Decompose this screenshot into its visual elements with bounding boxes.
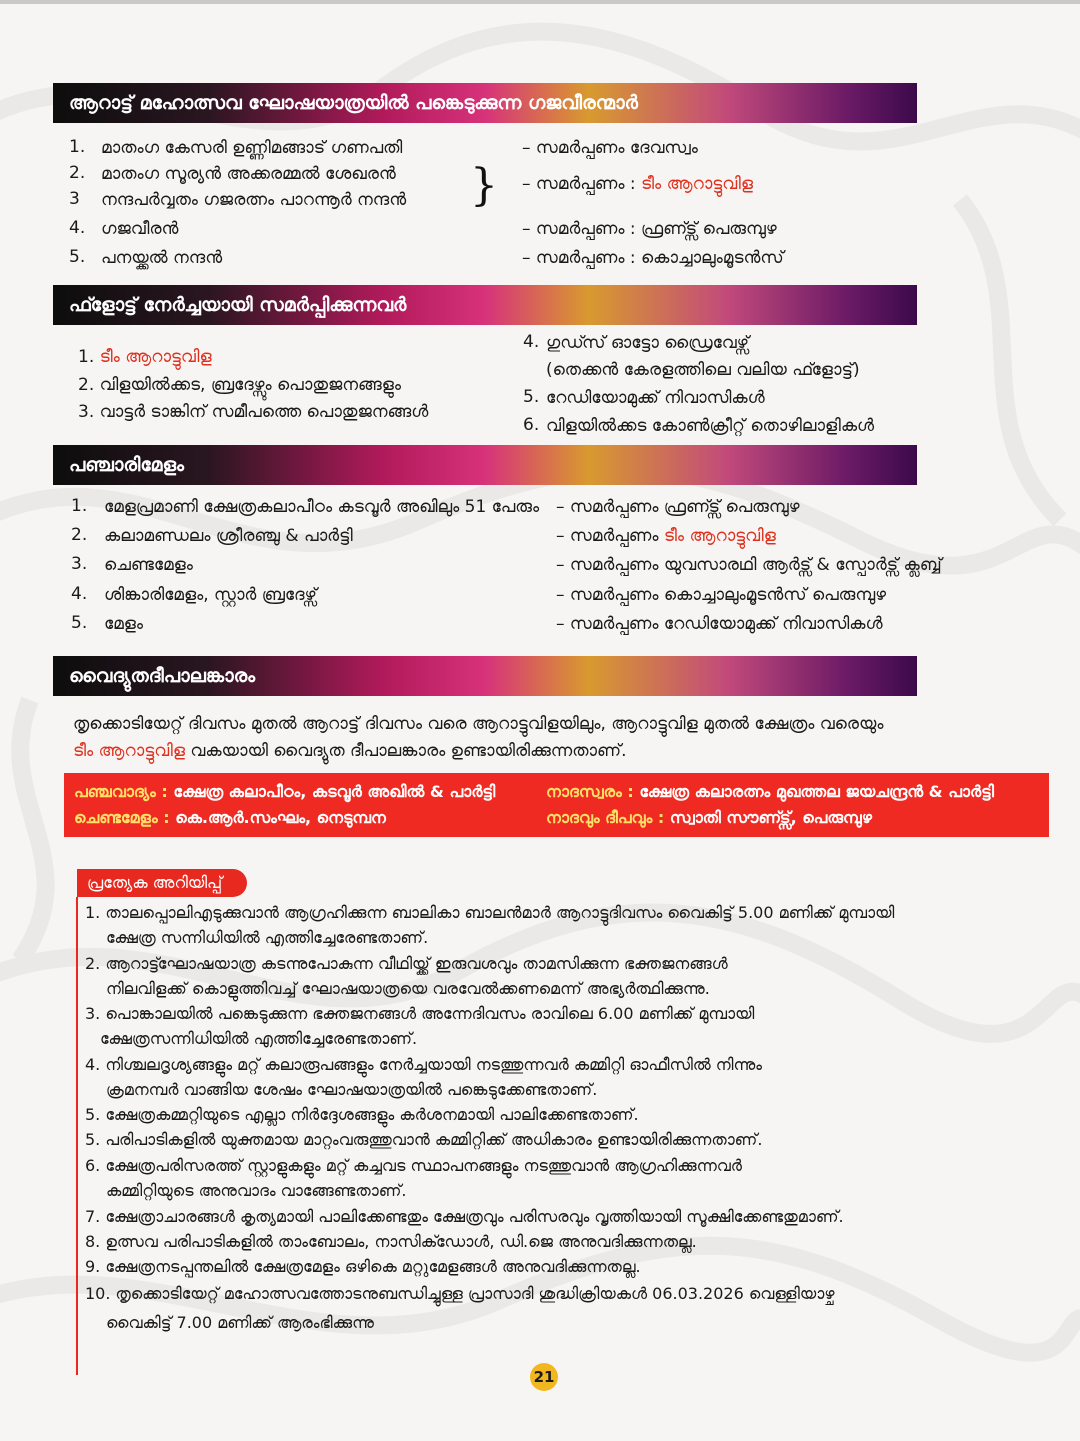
section-floats-banner bbox=[53, 285, 917, 325]
list-item: മാതംഗ കേസരി ഉണ്ണിമങ്ങാട് ഗണപതി bbox=[101, 138, 403, 158]
sponsor-line: – സമർപ്പണം റേഡിയോമുക്ക് നിവാസികൾ bbox=[556, 614, 883, 634]
list-number: 2. bbox=[69, 163, 86, 183]
lighting-text: വകയായി വൈദ്യുത ദീപാലങ്കാരം ഉണ്ടായിരിക്കുന്നതാണ്. bbox=[185, 741, 627, 761]
list-item: ശിങ്കാരിമേളം, സ്റ്റാർ ബ്രദേഴ്സ് bbox=[104, 585, 317, 605]
list-item bbox=[78, 374, 401, 396]
list-number: 1. bbox=[69, 137, 86, 157]
list-item: വിളയിൽക്കട കോൺക്രീറ്റ് തൊഴിലാളികൾ bbox=[546, 416, 875, 436]
sponsor-line bbox=[522, 247, 784, 269]
section-elephants-title: ആറാട്ട് മഹോത്സവ ഘോഷയാത്രയിൽ പങ്കെടുക്കുന്ന ഗജവീരന്മാർ bbox=[69, 92, 638, 114]
list-item: നന്ദപർവ്വതം ഗജരത്നം പാറന്നൂർ നന്ദൻ bbox=[101, 190, 407, 210]
notice-line: നിലവിളക്ക് കൊളുത്തിവച്ച് ഘോഷയാത്രയെ വരവേൽക്കണമെന്ന് അഭ്യർത്ഥിക്കുന്നു. bbox=[106, 979, 710, 998]
sponsor-line bbox=[522, 218, 777, 240]
sponsor-line bbox=[522, 173, 753, 195]
notice-line: വൈകിട്ട് 7.00 മണിക്ക് ആരംഭിക്കുന്നു bbox=[106, 1313, 374, 1332]
sponsor-line bbox=[522, 137, 698, 159]
music-key: നാദസ്വരം : bbox=[546, 782, 640, 801]
list-item: പനയ്ക്കൽ നന്ദൻ bbox=[101, 248, 223, 268]
notice-line: കമ്മിറ്റിയുടെ അനുവാദം വാങ്ങേണ്ടതാണ്. bbox=[106, 1181, 407, 1200]
music-value: ക്ഷേത്ര കലാരത്നം മുഖത്തല ജയചന്ദ്രൻ & പാർട്ടി bbox=[639, 782, 995, 801]
sponsor-line: – സമർപ്പണം യുവസാരഥി ആർട്സ് & സ്പോർട്സ് ക്ലബ്ബ് bbox=[556, 555, 942, 575]
music-key: പഞ്ചവാദ്യം : bbox=[74, 782, 174, 801]
list-item: കലാമണ്ഡലം ശ്രീരഞ്ചു & പാർട്ടി bbox=[104, 526, 353, 546]
section-lighting-title: വൈദ്യുതദീപാലങ്കാരം bbox=[69, 665, 256, 687]
sponsor-highlight: ടീം ആറാട്ടുവിള bbox=[641, 174, 754, 194]
music-value: കെ.ആർ.സംഘം, നെടുമ്പന bbox=[175, 808, 386, 827]
list-item: ചെണ്ടമേളം bbox=[104, 555, 193, 575]
sponsor-line: – സമർപ്പണം ഫ്രണ്ട്സ് പെരുമ്പുഴ bbox=[556, 497, 800, 517]
lighting-text-line1: തൃക്കൊടിയേറ്റ് ദിവസം മുതൽ ആറാട്ട് ദിവസം വരെ ആറാട്ടുവിളയിലും, ആറാട്ടുവിള മുതൽ ക്ഷേത്രം വരെയും bbox=[73, 714, 884, 734]
list-number: 2. bbox=[71, 525, 88, 545]
list-number: 2. bbox=[78, 375, 95, 395]
notice-line: 5. പരിപാടികളിൽ യുക്തമായ മാറ്റംവരുത്തുവാൻ കമ്മിറ്റിക്ക് അധികാരം ഉണ്ടായിരിക്കുന്നതാണ്. bbox=[85, 1130, 763, 1149]
list-number: 3. bbox=[71, 554, 88, 574]
list-number: 5. bbox=[71, 613, 88, 633]
list-item: ഗജവീരൻ bbox=[101, 219, 179, 239]
list-item-text: വിളയിൽക്കട, ബ്രദേഴ്സും പൊതുജനങ്ങളും bbox=[99, 375, 402, 395]
list-number: 6. bbox=[523, 415, 540, 435]
sponsor-text: – സമർപ്പണം : ഫ്രണ്ട്സ് പെരുമ്പുഴ bbox=[522, 219, 777, 239]
notice-line: 5. ക്ഷേത്രകമ്മറ്റിയുടെ എല്ലാ നിർദ്ദേശങ്ങളും കർശനമായി പാലിക്കേണ്ടതാണ്. bbox=[85, 1105, 639, 1124]
list-number: 4. bbox=[71, 584, 88, 604]
section-lighting-banner bbox=[53, 656, 917, 696]
music-info-box bbox=[64, 773, 1049, 837]
list-item: റേഡിയോമുക്ക് നിവാസികൾ bbox=[546, 388, 765, 408]
notice-line: 3. പൊങ്കാലയിൽ പങ്കെടുക്കുന്ന ഭക്തജനങ്ങൾ അന്നേദിവസം രാവിലെ 6.00 മണിക്ക് മുമ്പായി bbox=[85, 1004, 755, 1023]
notice-line: ക്ഷേത്രസന്നിധിയിൽ എത്തിച്ചേരേണ്ടതാണ്. bbox=[100, 1029, 418, 1048]
list-item: (തെക്കൻ കേരളത്തിലെ വലിയ ഫ്ളോട്ട്) bbox=[546, 360, 860, 380]
notice-line: 1. താലപ്പൊലിഎടുക്കുവാൻ ആഗ്രഹിക്കുന്ന ബാലികാ ബാലൻമാർ ആറാട്ടുദിവസം വൈകിട്ട് 5.00 മണിക്ക് മുമ്പായി bbox=[85, 903, 895, 922]
notice-line: 6. ക്ഷേത്രപരിസരത്ത് സ്റ്റാളുകളും മറ്റ് കച്ചവട സ്ഥാപനങ്ങളും നടത്തുവാൻ ആഗ്രഹിക്കുന്നവർ bbox=[85, 1156, 743, 1175]
notice-line: ക്ഷേത്ര സന്നിധിയിൽ എത്തിച്ചേരേണ്ടതാണ്. bbox=[106, 928, 429, 947]
notice-line: 4. നിശ്ചലദൃശ്യങ്ങളും മറ്റ് കലാരൂപങ്ങളും നേർച്ചയായി നടത്തുന്നവർ കമ്മിറ്റി ഓഫീസിൽ നിന്നും bbox=[85, 1055, 762, 1074]
notice-line: ക്രമനമ്പർ വാങ്ങിയ ശേഷം ഘോഷയാത്രയിൽ പങ്കെടുക്കേണ്ടതാണ്. bbox=[106, 1080, 598, 1099]
list-item: മേളപ്രമാണി ക്ഷേത്രകലാപീഠം കടവൂർ അഖിലും 51 പേരും bbox=[104, 497, 540, 517]
list-item-highlight: ടീം ആറാട്ടുവിള bbox=[99, 347, 212, 367]
music-value: ക്ഷേത്ര കലാപീഠം, കടവൂർ അഖിൽ & പാർട്ടി bbox=[173, 782, 496, 801]
list-number: 3 bbox=[69, 189, 80, 209]
sponsor-text: – സമർപ്പണം : കൊച്ചാലുംമൂടൻസ് bbox=[522, 248, 784, 268]
sponsor-text: – സമർപ്പണം : bbox=[522, 174, 642, 194]
list-number: 5. bbox=[69, 247, 86, 267]
special-notice-title: പ്രത്യേക അറിയിപ്പ് bbox=[87, 873, 223, 892]
section-elephants-banner bbox=[53, 83, 917, 123]
music-item-panchavadyam bbox=[74, 782, 495, 802]
special-notice-tab bbox=[77, 869, 247, 897]
notice-side-line bbox=[76, 897, 78, 1375]
lighting-highlight: ടീം ആറാട്ടുവിള bbox=[73, 741, 185, 761]
list-number: 4. bbox=[523, 332, 540, 352]
music-key: ചെണ്ടമേളം : bbox=[74, 808, 176, 827]
sponsor-text: – സമർപ്പണം bbox=[556, 526, 664, 546]
music-item-nadaswaram bbox=[546, 782, 994, 802]
sponsor-highlight: ടീം ആറാട്ടുവിള bbox=[663, 526, 776, 546]
list-item: മാതംഗ സൂര്യൻ അക്കരമ്മൽ ശേഖരൻ bbox=[101, 164, 396, 184]
notice-line: 7. ക്ഷേത്രാചാരങ്ങൾ കൃത്യമായി പാലിക്കേണ്ടതും ക്ഷേത്രവും പരിസരവും വൃത്തിയായി സൂക്ഷിക്കേണ്ടതുമാണ്. bbox=[85, 1207, 844, 1226]
list-number: 5. bbox=[523, 387, 540, 407]
music-item-chendamelam bbox=[74, 808, 386, 828]
music-value: സ്വാതി സൗണ്ട്സ്, പെരുമ്പുഴ bbox=[669, 808, 872, 827]
page-number: 21 bbox=[530, 1363, 558, 1391]
music-item-sound-light bbox=[546, 808, 872, 828]
list-number: 1. bbox=[71, 496, 88, 516]
list-number: 1. bbox=[78, 347, 95, 367]
section-floats-title: ഫ്ളോട്ട് നേർച്ചയായി സമർപ്പിക്കുന്നവർ bbox=[69, 294, 407, 316]
notice-line: 9. ക്ഷേത്രനടപ്പന്തലിൽ ക്ഷേത്രമേളം ഒഴികെ മറ്റുമേളങ്ങൾ അനുവദിക്കുന്നതല്ല. bbox=[85, 1257, 641, 1276]
music-key: നാദവും ദീപവും : bbox=[546, 808, 670, 827]
list-item bbox=[78, 401, 428, 423]
list-number: 3. bbox=[78, 402, 95, 422]
list-item: ഗുഡ്സ് ഓട്ടോ ഡ്രൈവേഴ്സ് bbox=[546, 333, 750, 353]
list-item-text: വാട്ടർ ടാങ്കിന് സമീപത്തെ പൊതുജനങ്ങൾ bbox=[99, 402, 429, 422]
section-panchari-banner bbox=[53, 445, 917, 485]
grouping-brace: } bbox=[470, 160, 498, 211]
list-item: മേളം bbox=[104, 614, 144, 634]
sponsor-line: – സമർപ്പണം കൊച്ചാലുംമൂടൻസ് പെരുമ്പുഴ bbox=[556, 585, 887, 605]
notice-line: 8. ഉത്സവ പരിപാടികളിൽ താംബോലം, നാസിക്ഡോൾ, ഡി.ജെ അനുവദിക്കുന്നതല്ല. bbox=[85, 1232, 697, 1251]
section-panchari-title: പഞ്ചാരിമേളം bbox=[69, 454, 185, 476]
lighting-text-line2 bbox=[73, 740, 627, 762]
sponsor-line bbox=[556, 525, 776, 547]
sponsor-text: – സമർപ്പണം ദേവസ്വം bbox=[522, 138, 698, 158]
list-item bbox=[78, 346, 212, 368]
notice-line: 2. ആറാട്ട്ഘോഷയാത്ര കടന്നുപോകുന്ന വീഥിയ്ക്ക് ഇരുവശവും താമസിക്കുന്ന ഭക്തജനങ്ങൾ bbox=[85, 954, 728, 973]
notice-line: 10. തൃക്കൊടിയേറ്റ് മഹോത്സവത്തോടനുബന്ധിച്ചുള്ള പ്രാസാദി ശുദ്ധിക്രിയകൾ 06.03.2026 വെള്ളിയാഴ്ച bbox=[85, 1284, 835, 1303]
list-number: 4. bbox=[69, 218, 86, 238]
